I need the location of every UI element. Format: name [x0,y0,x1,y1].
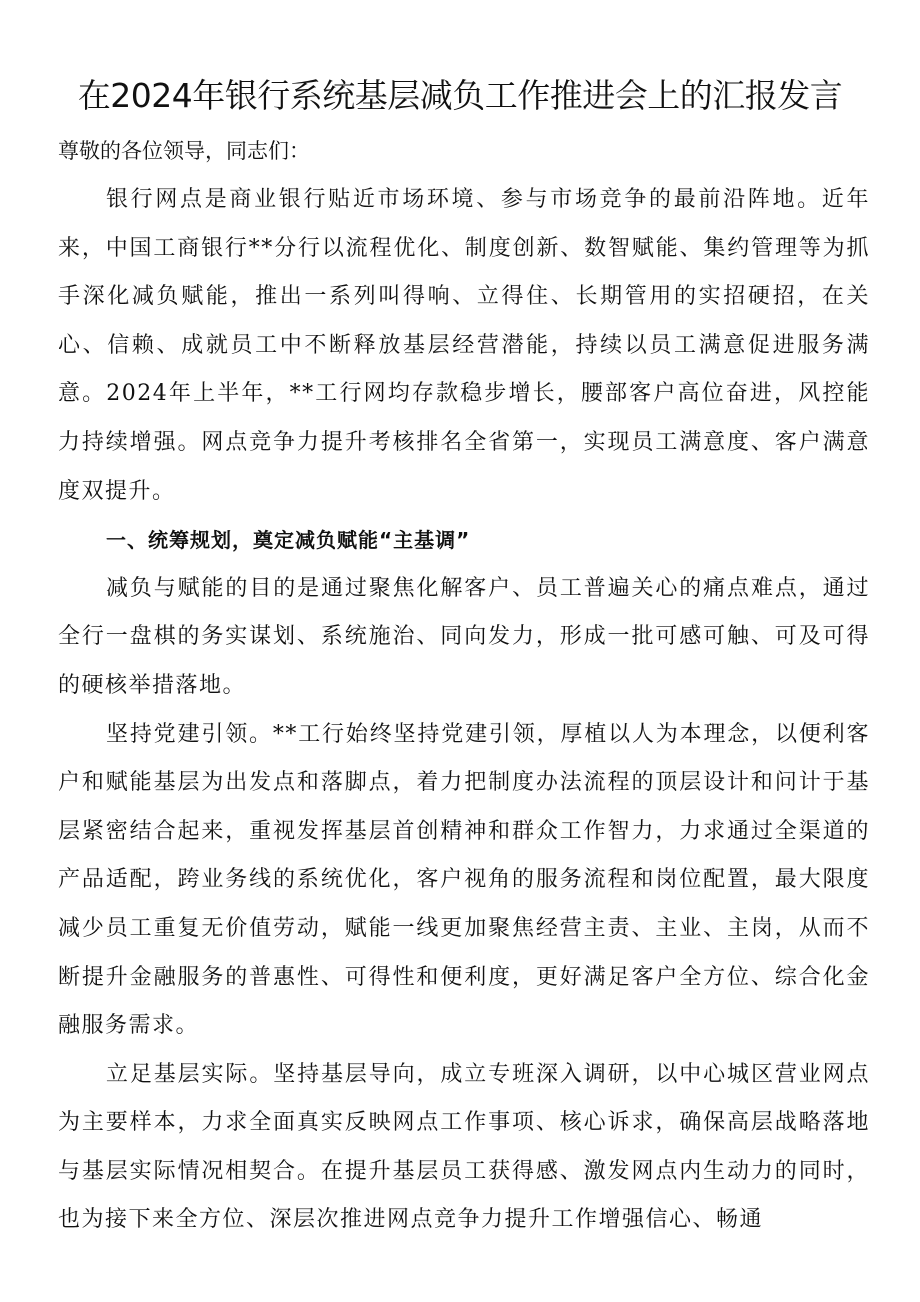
paragraph-purpose: 减负与赋能的目的是通过聚焦化解客户、员工普遍关心的痛点难点，通过全行一盘棋的务实谋划、系统施治、同向发力，形成一批可感可触、可及可得的硬核举措落地。 [58,575,870,698]
paragraph-intro: 银行网点是商业银行贴近市场环境、参与市场竞争的最前沿阵地。近年来，中国工商银行**分行以流程优化、制度创新、数智赋能、集约管理等为抓手深化减负赋能，推出一系列叫得响、立得住、长期管用的实招硬招，在关心、信赖、成就员工中不断释放基层经营潜能，持续以员工满意促进服务满意。2024年上半年，**工行网均存款稳步增长，腰部客户高位奋进，风控能力持续增强。网点竞争力提升考核排名全省第一，实现员工满意度、客户满意度双提升。 [58,187,870,504]
salutation: 尊敬的各位领导，同志们： [58,139,310,163]
paragraph-party-leadership: 坚持党建引领。**工行始终坚持党建引领，厚植以人为本理念，以便利客户和赋能基层为出发点和落脚点，着力把制度办法流程的顶层设计和问计于基层紧密结合起来，重视发挥基层首创精神和群众工作智力，力求通过全渠道的产品适配，跨业务线的系统优化，客户视角的服务流程和岗位配置，最大限度减少员工重复无价值劳动，赋能一线更加聚焦经营主责、主业、主岗，从而不断提升金融服务的普惠性、可得性和便利度，更好满足客户全方位、综合化金融服务需求。 [58,721,870,1039]
document-body [58,176,870,1245]
document-title: 在2024年银行系统基层减负工作推进会上的汇报发言 [77,76,843,115]
paragraph-grassroots: 立足基层实际。坚持基层导向，成立专班深入调研，以中心城区营业网点为主要样本，力求全面真实反映网点工作事项、核心诉求，确保高层战略落地与基层实际情况相契合。在提升基层员工获得感、激发网点内生动力的同时，也为接下来全方位、深层次推进网点竞争力提升工作增强信心、畅通 [58,1061,870,1233]
section-heading: 一、统筹规划，奠定减负赋能“主基调” [106,528,471,553]
